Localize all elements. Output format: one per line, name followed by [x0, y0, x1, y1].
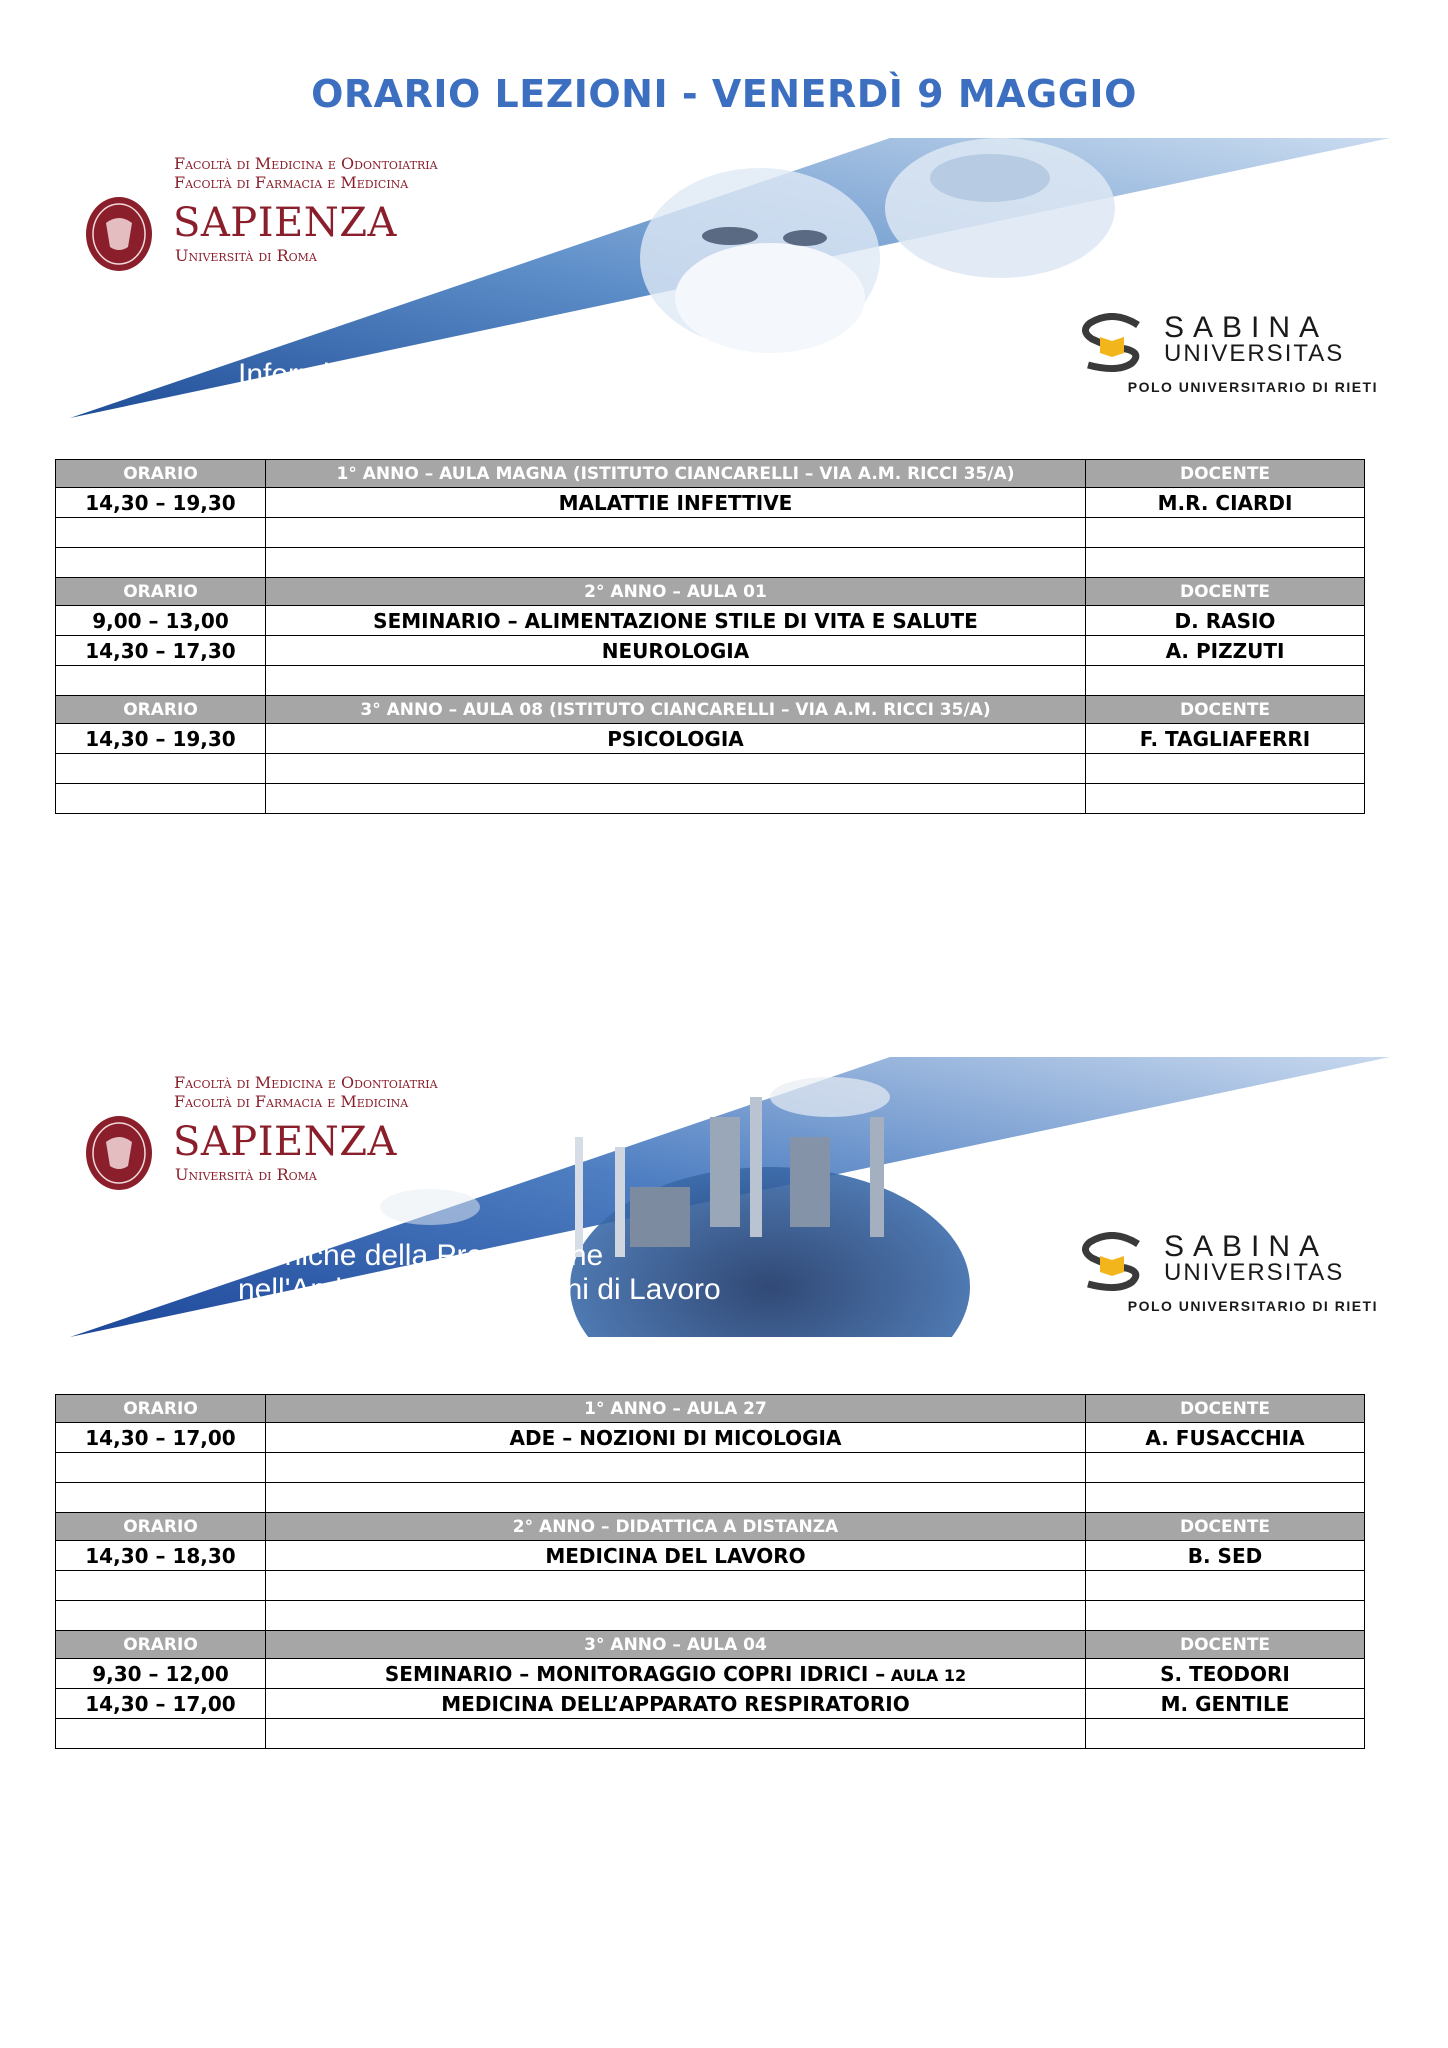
cell-time [56, 1719, 266, 1749]
table-row [56, 1659, 1365, 1689]
faculty-line-2: Facoltà di Farmacia e Medicina [174, 1092, 409, 1111]
table-row [56, 754, 1365, 784]
cell-time [56, 1571, 266, 1601]
cell-course: PSICOLOGIA [266, 724, 1086, 754]
header-course: 1° ANNO – AULA 27 [266, 1395, 1086, 1423]
cell-teacher: F. TAGLIAFERRI [1086, 724, 1365, 754]
sabina-word: SABINA [1164, 311, 1329, 344]
header-time: ORARIO [56, 460, 266, 488]
faculty-lines [174, 1073, 438, 1111]
faculty-line-1: Facoltà di Medicina e Odontoiatria [174, 154, 438, 173]
cell-course: ADE – NOZIONI DI MICOLOGIA [266, 1423, 1086, 1453]
cell-teacher: M.R. CIARDI [1086, 488, 1365, 518]
cell-teacher [1086, 1571, 1365, 1601]
cell-time [56, 518, 266, 548]
course-room-note: AULA 12 [885, 1665, 967, 1685]
university-name: SAPIENZA [173, 200, 397, 246]
cell-time [56, 1483, 266, 1513]
cell-teacher: A. FUSACCHIA [1086, 1423, 1365, 1453]
sapienza-seal-icon [84, 1114, 154, 1192]
cell-teacher [1086, 754, 1365, 784]
cell-teacher: B. SED [1086, 1541, 1365, 1571]
header-teacher: DOCENTE [1086, 1631, 1365, 1659]
cell-time [56, 754, 266, 784]
cell-time [56, 1601, 266, 1631]
banner-infermieristica [70, 138, 1390, 418]
header-time: ORARIO [56, 696, 266, 724]
universitas-word: UNIVERSITAS [1164, 340, 1345, 367]
header-teacher: DOCENTE [1086, 1395, 1365, 1423]
table-row [56, 1541, 1365, 1571]
header-teacher: DOCENTE [1086, 578, 1365, 606]
header-time: ORARIO [56, 1395, 266, 1423]
cell-teacher [1086, 1719, 1365, 1749]
course-name [238, 358, 425, 392]
course-line-1: Tecniche della Prevenzione [238, 1239, 604, 1272]
university-name: SAPIENZA [173, 1119, 397, 1165]
banner-tecniche-prevenzione [70, 1057, 1390, 1337]
course-line-1: Infermieristica [238, 358, 425, 391]
table-row [56, 1689, 1365, 1719]
cell-teacher: M. GENTILE [1086, 1689, 1365, 1719]
cell-teacher [1086, 1601, 1365, 1631]
cell-time: 14,30 – 19,30 [56, 488, 266, 518]
table-row [56, 1571, 1365, 1601]
sapienza-seal-icon [84, 195, 154, 273]
schedule-table-tecniche-prevenzione [55, 1394, 1365, 1749]
cell-time: 14,30 – 19,30 [56, 724, 266, 754]
cell-teacher [1086, 548, 1365, 578]
cell-course: MEDICINA DELL’APPARATO RESPIRATORIO [266, 1689, 1086, 1719]
table-row [56, 606, 1365, 636]
cell-teacher: S. TEODORI [1086, 1659, 1365, 1689]
table-header-row [56, 578, 1365, 606]
cell-course [266, 1659, 1086, 1689]
sabina-book-icon [1078, 313, 1148, 373]
cell-teacher [1086, 518, 1365, 548]
table-header-row [56, 1395, 1365, 1423]
table-header-row [56, 1513, 1365, 1541]
cell-course: MEDICINA DEL LAVORO [266, 1541, 1086, 1571]
cell-course [266, 1483, 1086, 1513]
header-time: ORARIO [56, 578, 266, 606]
cell-course: SEMINARIO – ALIMENTAZIONE STILE DI VITA E SALUTE [266, 606, 1086, 636]
cell-course [266, 1453, 1086, 1483]
table-header-row [56, 1631, 1365, 1659]
header-course: 3° ANNO – AULA 08 (ISTITUTO CIANCARELLI – VIA A.M. RICCI 35/A) [266, 696, 1086, 724]
cell-time: 14,30 – 17,30 [56, 636, 266, 666]
table-row [56, 1483, 1365, 1513]
cell-time: 14,30 – 18,30 [56, 1541, 266, 1571]
cell-teacher: D. RASIO [1086, 606, 1365, 636]
polo-subtitle: POLO UNIVERSITARIO DI RIETI [1127, 379, 1378, 395]
header-course: 2° ANNO – AULA 01 [266, 578, 1086, 606]
header-time: ORARIO [56, 1513, 266, 1541]
sabina-universitas-logo [1078, 313, 1378, 403]
table-row [56, 488, 1365, 518]
table-row [56, 1719, 1365, 1749]
course-name [238, 1239, 721, 1307]
table-row [56, 666, 1365, 696]
cell-course [266, 666, 1086, 696]
cell-teacher [1086, 784, 1365, 814]
table-row [56, 548, 1365, 578]
cell-teacher [1086, 1453, 1365, 1483]
cell-time: 9,00 – 13,00 [56, 606, 266, 636]
table-row [56, 1453, 1365, 1483]
cell-teacher [1086, 666, 1365, 696]
header-teacher: DOCENTE [1086, 696, 1365, 724]
cell-time: 9,30 – 12,00 [56, 1659, 266, 1689]
cell-teacher: A. PIZZUTI [1086, 636, 1365, 666]
table-row [56, 1601, 1365, 1631]
cell-course [266, 784, 1086, 814]
header-time: ORARIO [56, 1631, 266, 1659]
header-course: 3° ANNO – AULA 04 [266, 1631, 1086, 1659]
course-line-2: nell'Ambiente e nei Luoghi di Lavoro [238, 1273, 721, 1306]
header-course: 2° ANNO – DIDATTICA A DISTANZA [266, 1513, 1086, 1541]
faculty-line-1: Facoltà di Medicina e Odontoiatria [174, 1073, 438, 1092]
cell-time: 14,30 – 17,00 [56, 1689, 266, 1719]
page-title: ORARIO LEZIONI - VENERDÌ 9 MAGGIO [311, 72, 1137, 116]
table-header-row [56, 696, 1365, 724]
cell-time [56, 666, 266, 696]
cell-course: MALATTIE INFETTIVE [266, 488, 1086, 518]
cell-course [266, 518, 1086, 548]
cell-time [56, 1453, 266, 1483]
university-subtitle: Università di Roma [175, 1165, 317, 1184]
cell-teacher [1086, 1483, 1365, 1513]
cell-time: 14,30 – 17,00 [56, 1423, 266, 1453]
university-subtitle: Università di Roma [175, 246, 317, 265]
header-teacher: DOCENTE [1086, 1513, 1365, 1541]
cell-time [56, 548, 266, 578]
universitas-word: UNIVERSITAS [1164, 1259, 1345, 1286]
cell-course: NEUROLOGIA [266, 636, 1086, 666]
table-row [56, 724, 1365, 754]
schedule-table-infermieristica [55, 459, 1365, 814]
cell-course [266, 754, 1086, 784]
cell-course [266, 1571, 1086, 1601]
table-row [56, 784, 1365, 814]
cell-course [266, 548, 1086, 578]
cell-time [56, 784, 266, 814]
cell-course [266, 1601, 1086, 1631]
table-row [56, 518, 1365, 548]
sabina-book-icon [1078, 1232, 1148, 1292]
cell-course [266, 1719, 1086, 1749]
course-text: SEMINARIO – MONITORAGGIO COPRI IDRICI – [384, 1661, 886, 1686]
table-header-row [56, 460, 1365, 488]
header-course: 1° ANNO – AULA MAGNA (ISTITUTO CIANCARELLI – VIA A.M. RICCI 35/A) [266, 460, 1086, 488]
header-teacher: DOCENTE [1086, 460, 1365, 488]
polo-subtitle: POLO UNIVERSITARIO DI RIETI [1127, 1298, 1378, 1314]
table-row [56, 636, 1365, 666]
faculty-line-2: Facoltà di Farmacia e Medicina [174, 173, 409, 192]
sabina-universitas-logo [1078, 1232, 1378, 1322]
sabina-word: SABINA [1164, 1230, 1329, 1263]
table-row [56, 1423, 1365, 1453]
faculty-lines [174, 154, 438, 192]
